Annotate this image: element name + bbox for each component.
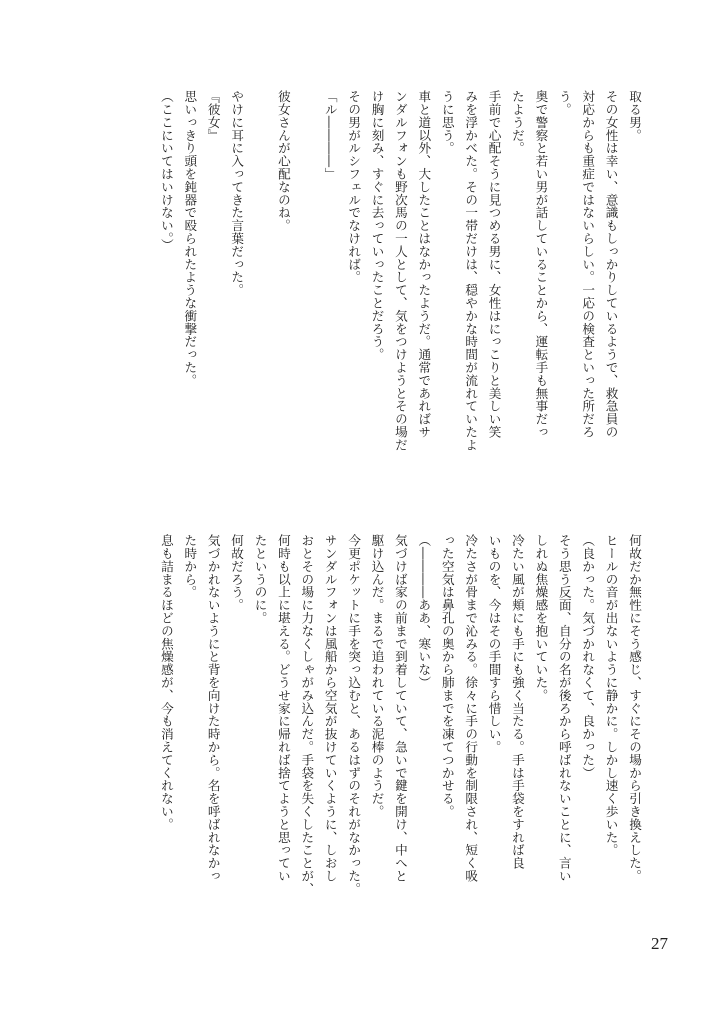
text-line: その女性は幸い、意識もしっかりしているようで、救急員の (603, 90, 619, 439)
text-line: みを浮かべた。その一帯だけは、穏やかな時間が流れていたよ (463, 90, 479, 452)
text-line: ヒールの音が出ないように静かに。しかし速く歩いた。 (603, 534, 619, 857)
blank-line (248, 90, 271, 500)
text-line: いものを、今はその手間すら惜しい。 (486, 534, 502, 754)
blank-line (295, 90, 318, 500)
text-line: 気づかれないようにと背を向けた時から。名を呼ばれなかっ (205, 534, 221, 883)
text-line: 「ル――――」 (322, 90, 338, 181)
text-line: そう思う反面、自分の名が後ろから呼ばれないことに、言い (556, 534, 572, 883)
text-line: 何故だろう。 (229, 534, 245, 612)
text-line: 『彼女』 (205, 90, 221, 142)
text-line: （ここにいてはいけない。） (158, 90, 174, 252)
text-line: う。 (556, 90, 572, 116)
text-line: 車と道以外、大したことはなかったようだ。通常であればサ (416, 90, 432, 439)
page-number: 27 (651, 934, 668, 953)
text-line: （――――ああ、寒いな） (416, 534, 432, 689)
text-line: け胸に刻み、すぐに去っていったことだろう。 (369, 90, 385, 361)
text-line: った空気は鼻孔の奥から肺までを凍てつかせる。 (439, 534, 455, 818)
upper-text-block (155, 90, 647, 500)
text-line: （良かった。気づかれなくて、良かった） (580, 534, 596, 780)
text-line: やけに耳に入ってきた言葉だった。 (229, 90, 245, 297)
text-line: 冷たさが骨まで沁みる。徐々に手の行動を制限され、短く吸 (463, 534, 479, 883)
text-line: たようだ。 (509, 90, 525, 155)
text-line: しれぬ焦燥感を抱いていた。 (533, 534, 549, 702)
text-line: 息も詰まるほどの焦燥感が、今も消えてくれない。 (158, 534, 174, 831)
text-line: ンダルフォンも野次馬の一人として、気をつけようとその場だ (392, 90, 408, 452)
text-line: 思いっきり頭を鈍器で殴られたような衝撃だった。 (182, 90, 198, 387)
text-line: おとその場に力なくしゃがみ込んだ。手袋を失くしたことが、 (299, 534, 315, 896)
text-line: 奥で警察と若い男が話していることから、運転手も無事だっ (533, 90, 549, 439)
text-line: 何故だか無性にそう感じ、すぐにその場から引き換えした。 (627, 534, 642, 883)
text-line: 取る男。 (627, 90, 642, 142)
text-line: たというのに。 (252, 534, 268, 625)
text-line: サンダルフォンは風船から空気が抜けていくように、しおし (322, 534, 338, 883)
text-line: 今更ポケットに手を突っ込むと、あるはずのそれがなかった。 (346, 534, 362, 896)
text-line: うに思う。 (439, 90, 455, 155)
text-line: 気づけば家の前まで到着していて、急いで鍵を開け、中へと (392, 534, 408, 883)
text-line: その男がルシフェルでなければ。 (346, 90, 362, 284)
text-line: 何時も以上に堪える。どうせ家に帰れば捨てようと思ってい (275, 534, 291, 883)
text-line: 対応からも重症ではないらしい。一応の検査といった所だろ (580, 90, 596, 439)
text-line: 駆け込んだ。まるで追われている泥棒のようだ。 (369, 534, 385, 818)
text-line: た時から。 (182, 534, 198, 599)
lower-text-block (154, 534, 646, 944)
text-line: 手前で心配そうに見つめる男に、女性はにっこりと美しい笑 (486, 90, 502, 439)
text-line: 彼女さんが心配なのね。 (275, 90, 291, 232)
text-line: 冷たい風が頬にも手にも強く当たる。手は手袋をすれば良 (509, 534, 525, 870)
